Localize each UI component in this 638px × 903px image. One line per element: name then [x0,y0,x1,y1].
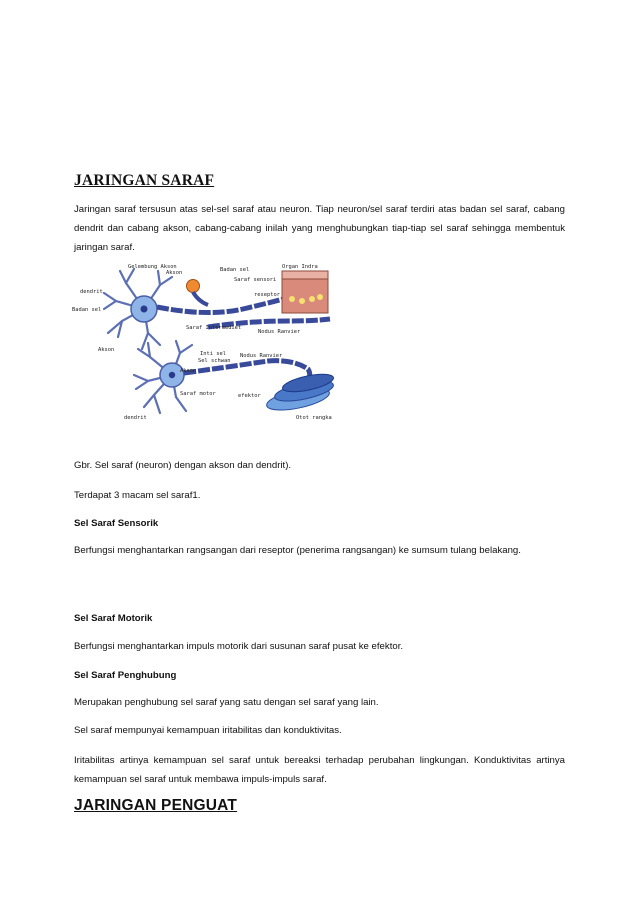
label-akson-motor: Akson [180,368,197,374]
penghubung-title: Sel Saraf Penghubung [74,670,177,681]
neuron-figure [68,257,346,432]
lower-neuron [134,341,192,413]
label-dendrit-bottom: dendrit [124,415,147,421]
label-efektor: efektor [238,393,261,399]
heading-jaringan-saraf: JARINGAN SARAF [74,172,215,189]
definitions-text: Iritabilitas artinya kemampuan sel saraf untuk bereaksi terhadap perubahan lingkungan. Konduktivitas artinya kemampuan sel saraf untuk membawa impuls-impuls saraf. [74,755,565,785]
label-dendrit-left: dendrit [80,289,103,295]
label-sel-schwan: Sel schwan [198,358,231,364]
sensorik-text: Berfungsi menghantarkan rangsangan dari reseptor (penerima rangsangan) ke sumsum tulang belakang. [74,545,521,556]
types-intro: Terdapat 3 macam sel saraf1. [74,490,201,501]
motorik-text: Berfungsi menghantarkan impuls motorik dari susunan saraf pusat ke efektor. [74,641,404,652]
label-saraf-intermediet: Saraf Intermediet [186,325,242,331]
label-otot-rangka: Otot rangka [296,415,332,421]
label-saraf-sensori: Saraf sensori [234,277,277,283]
label-badan-sel-top: Badan sel [220,267,250,273]
label-akson-top: Akson [166,270,183,276]
motorik-title: Sel Saraf Motorik [74,613,153,624]
organ-indra-block [282,271,328,313]
label-reseptor: reseptor [254,292,280,298]
label-badan-sel-left: Badan sel [72,307,102,313]
intro-paragraph: Jaringan saraf tersusun atas sel-sel saraf atau neuron. Tiap neuron/sel saraf terdiri atas badan sel saraf, cabang dendrit dan cabang akson, cabang-cabang inilah yang menghubungkan tiap-tiap sel saraf sehingga membentuk jaringan saraf. [74,204,565,253]
sensorik-title: Sel Saraf Sensorik [74,518,159,529]
label-akson-left: Akson [98,347,115,353]
heading-jaringan-penguat: JARINGAN PENGUAT [74,797,238,814]
label-saraf-motor: Saraf motor [180,391,216,397]
label-nodus-ranvier-2: Nodus Ranvier [240,353,283,359]
otot-rangka-muscle [265,371,335,415]
label-organ-indra: Organ Indra [282,264,318,270]
penghubung-text: Merupakan penghubung sel saraf yang satu dengan sel saraf yang lain. [74,697,379,708]
figure-caption: Gbr. Sel saraf (neuron) dengan akson dan dendrit). [74,460,292,471]
label-gelembung-akson: Gelembung Akson [128,264,177,270]
label-inti-sel: Inti sel [200,351,226,357]
properties-text: Sel saraf mempunyai kemampuan iritabilitas dan konduktivitas. [74,725,342,736]
label-nodus-ranvier-1: Nodus Ranvier [258,329,301,335]
